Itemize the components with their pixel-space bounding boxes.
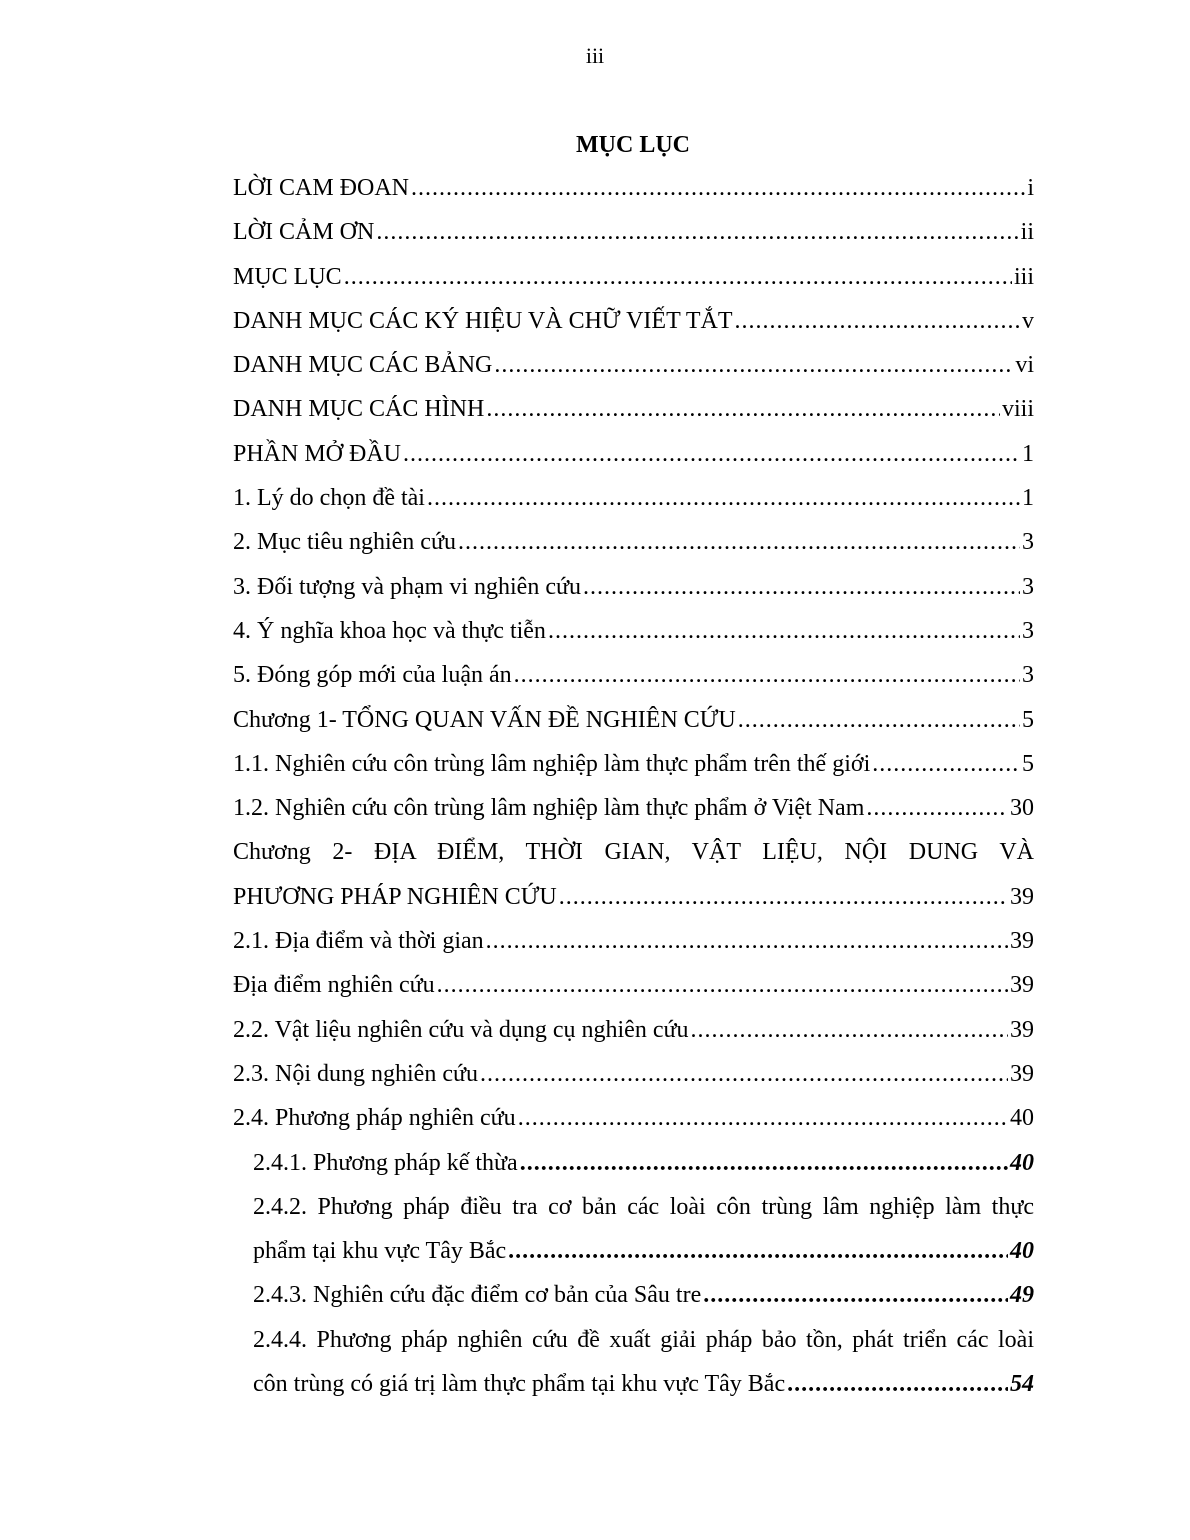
toc-entry-page: 1	[1022, 440, 1034, 467]
toc-entry-page: v	[1022, 307, 1034, 334]
toc-entry-label: 4. Ý nghĩa khoa học và thực tiễn	[233, 617, 546, 644]
toc-entry-chuong-2[interactable]	[233, 830, 1034, 919]
page-number: iii	[585, 43, 605, 68]
dot-leader	[486, 387, 1000, 431]
toc-entry-label: PHẦN MỞ ĐẦU	[233, 440, 402, 467]
dot-leader	[344, 255, 1012, 299]
toc-entry-danh-muc-ky-hieu[interactable]	[233, 299, 1034, 343]
toc-entry-label-line1: 2.4.2. Phương pháp điều tra cơ bản các loài côn trùng lâm nghiệp làm thực	[253, 1193, 1034, 1220]
toc-entry-page: 3	[1022, 617, 1034, 644]
dot-leader	[703, 1273, 1008, 1317]
dot-leader	[508, 1229, 1008, 1273]
dot-leader	[480, 1052, 1008, 1096]
toc-entry-label: 2.4.3. Nghiên cứu đặc điểm cơ bản của Sâu tre	[253, 1282, 702, 1309]
toc-entry-label: 2.4. Phương pháp nghiên cứu	[233, 1105, 516, 1132]
dot-leader	[690, 1008, 1008, 1052]
toc-entry-2-1[interactable]	[233, 919, 1034, 963]
toc-entry-label: DANH MỤC CÁC KÝ HIỆU VÀ CHỮ VIẾT TẮT	[233, 307, 733, 334]
toc-entry-label: 2.2. Vật liệu nghiên cứu và dụng cụ nghiên cứu	[233, 1016, 689, 1043]
toc-entry-phan-mo-dau[interactable]	[233, 432, 1034, 476]
dot-leader	[486, 919, 1008, 963]
dot-leader	[494, 343, 1013, 387]
toc-entry-danh-muc-hinh[interactable]	[233, 387, 1034, 431]
toc-entry-2-4-2[interactable]	[233, 1185, 1034, 1274]
toc-entry-1-1[interactable]	[233, 742, 1034, 786]
toc-entry-2-4-3[interactable]	[233, 1273, 1034, 1317]
toc-entry-label: 1. Lý do chọn đề tài	[233, 485, 425, 512]
toc-entry-label: 1.2. Nghiên cứu côn trùng lâm nghiệp làm thực phẩm ở Việt Nam	[233, 795, 865, 822]
toc-entry-page: 3	[1022, 662, 1034, 689]
toc-entry-loi-cam-doan[interactable]	[233, 166, 1034, 210]
toc-entry-label-line1: Chương 2- ĐỊA ĐIỂM, THỜI GIAN, VẬT LIỆU, NỘI DUNG VÀ	[233, 839, 1034, 866]
dot-leader	[735, 299, 1020, 343]
toc-entry-page: iii	[1013, 263, 1034, 290]
toc-entry-page: 39	[1010, 928, 1034, 955]
toc-entry-page: 39	[1010, 1060, 1034, 1087]
toc-entry-label-line2: phẩm tại khu vực Tây Bắc	[253, 1238, 507, 1265]
dot-leader	[437, 963, 1008, 1007]
toc-entry-muc-tieu[interactable]	[233, 520, 1034, 564]
toc-entry-label: LỜI CAM ĐOAN	[233, 175, 409, 201]
table-of-contents	[233, 166, 1034, 1406]
toc-entry-page: 40	[1010, 1105, 1034, 1132]
toc-entry-page: 39	[1010, 883, 1034, 910]
toc-entry-doi-tuong[interactable]	[233, 565, 1034, 609]
toc-entry-page: 3	[1022, 573, 1034, 600]
toc-entry-loi-cam-on[interactable]	[233, 210, 1034, 254]
toc-entry-label: DANH MỤC CÁC BẢNG	[233, 352, 493, 379]
toc-entry-muc-luc[interactable]	[233, 255, 1034, 299]
dot-leader	[514, 653, 1020, 697]
toc-entry-page: 5	[1022, 750, 1034, 777]
toc-entry-label: LỜI CẢM ƠN	[233, 219, 375, 246]
toc-entry-dia-diem[interactable]	[233, 963, 1034, 1007]
toc-entry-page: viii	[1001, 396, 1034, 423]
toc-entry-page: 49	[1010, 1282, 1034, 1309]
toc-entry-y-nghia[interactable]	[233, 609, 1034, 653]
toc-entry-2-4-1[interactable]	[233, 1141, 1034, 1185]
dot-leader	[520, 1141, 1008, 1185]
dot-leader	[583, 565, 1020, 609]
dot-leader	[427, 476, 1020, 520]
toc-entry-page: 40	[1010, 1238, 1034, 1265]
dot-leader	[872, 742, 1020, 786]
toc-entry-ly-do[interactable]	[233, 476, 1034, 520]
toc-entry-page: 1	[1022, 485, 1034, 512]
toc-entry-page: i	[1027, 175, 1034, 201]
toc-entry-label: 3. Đối tượng và phạm vi nghiên cứu	[233, 573, 581, 600]
toc-entry-label: MỤC LỤC	[233, 263, 342, 290]
toc-entry-2-3[interactable]	[233, 1052, 1034, 1096]
dot-leader	[518, 1096, 1008, 1140]
toc-entry-page: 5	[1022, 706, 1034, 733]
toc-entry-2-4-4[interactable]	[233, 1318, 1034, 1407]
toc-entry-label: Địa điểm nghiên cứu	[233, 972, 435, 999]
dot-leader	[458, 520, 1020, 564]
toc-entry-danh-muc-bang[interactable]	[233, 343, 1034, 387]
toc-entry-label: 2. Mục tiêu nghiên cứu	[233, 529, 456, 556]
toc-entry-label: 2.1. Địa điểm và thời gian	[233, 928, 484, 955]
dot-leader	[787, 1362, 1008, 1406]
toc-entry-1-2[interactable]	[233, 786, 1034, 830]
toc-entry-label-line1: 2.4.4. Phương pháp nghiên cứu đề xuất giải pháp bảo tồn, phát triển các loài	[253, 1326, 1034, 1353]
dot-leader	[548, 609, 1020, 653]
dot-leader	[738, 698, 1020, 742]
toc-entry-label: 5. Đóng góp mới của luận án	[233, 662, 512, 689]
dot-leader	[559, 875, 1008, 919]
toc-entry-page: 40	[1010, 1149, 1034, 1176]
toc-entry-2-2[interactable]	[233, 1008, 1034, 1052]
dot-leader	[411, 166, 1025, 210]
toc-entry-chuong-1[interactable]	[233, 698, 1034, 742]
toc-entry-page: vi	[1015, 352, 1034, 379]
toc-entry-page: ii	[1020, 219, 1034, 246]
toc-entry-dong-gop[interactable]	[233, 653, 1034, 697]
toc-entry-label: 1.1. Nghiên cứu côn trùng lâm nghiệp làm thực phẩm trên thế giới	[233, 750, 871, 777]
toc-entry-page: 30	[1010, 795, 1034, 822]
toc-title: MỤC LỤC	[576, 132, 690, 158]
dot-leader	[376, 210, 1018, 254]
dot-leader	[866, 786, 1008, 830]
toc-entry-page: 3	[1022, 529, 1034, 556]
toc-entry-label-line2: côn trùng có giá trị làm thực phẩm tại khu vực Tây Bắc	[253, 1371, 786, 1398]
toc-entry-label: 2.4.1. Phương pháp kế thừa	[253, 1149, 518, 1176]
toc-entry-label: DANH MỤC CÁC HÌNH	[233, 396, 485, 423]
toc-entry-page: 39	[1010, 1016, 1034, 1043]
toc-entry-2-4[interactable]	[233, 1096, 1034, 1140]
toc-entry-label: 2.3. Nội dung nghiên cứu	[233, 1060, 478, 1087]
toc-entry-label-line2: PHƯƠNG PHÁP NGHIÊN CỨU	[233, 883, 557, 910]
toc-entry-page: 39	[1010, 972, 1034, 999]
toc-entry-label: Chương 1- TỔNG QUAN VẤN ĐỀ NGHIÊN CỨU	[233, 706, 736, 733]
dot-leader	[403, 432, 1020, 476]
toc-entry-page: 54	[1010, 1371, 1034, 1398]
